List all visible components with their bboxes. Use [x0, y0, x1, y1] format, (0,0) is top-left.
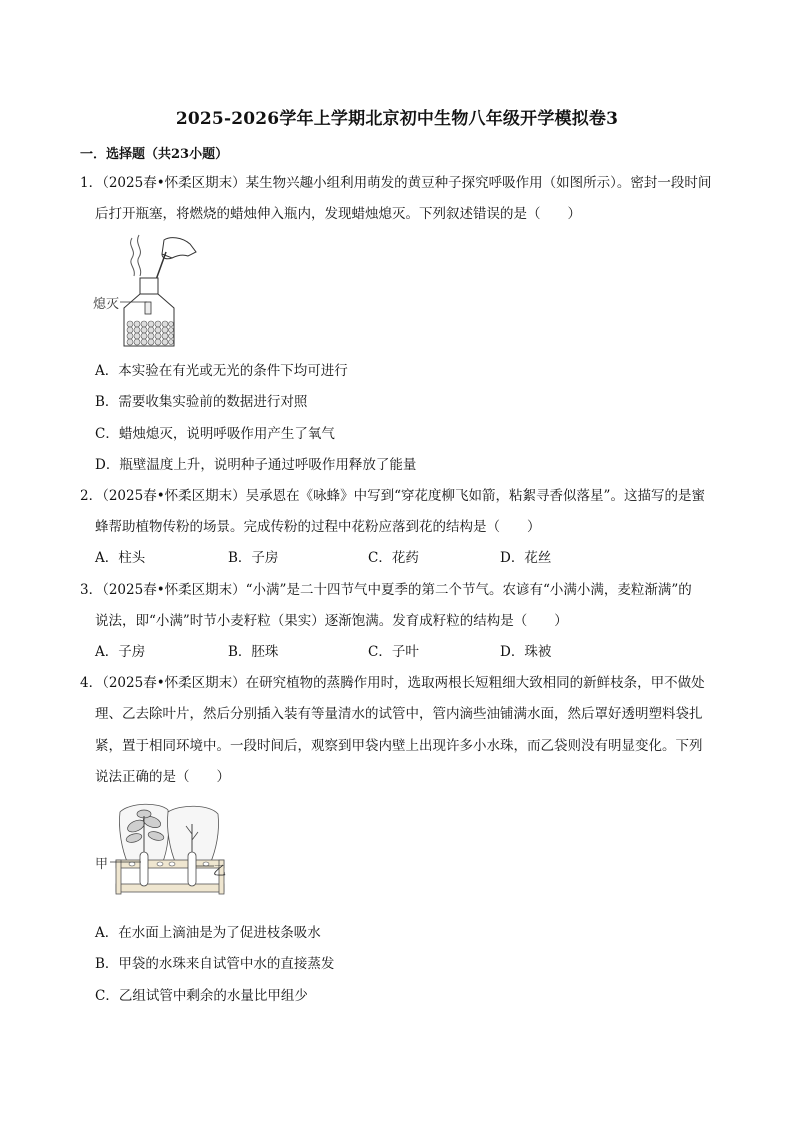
bottle-candle-figure — [92, 232, 202, 350]
question-3-option-a: A．子房 — [95, 644, 146, 660]
question-3-option-d: D．珠被 — [500, 644, 552, 660]
question-2-option-c: C．花药 — [368, 550, 419, 566]
question-3-line-1: 3．（2025春•怀柔区期末）“小满”是二十四节气中夏季的第二个节气。农谚有“小满小满，麦粒渐满”的 — [80, 582, 692, 598]
question-3-option-c: C．子叶 — [368, 644, 419, 660]
question-4-line-2: 理、乙去除叶片，然后分别插入装有等量清水的试管中，管内滴些油铺满水面，然后罩好透明塑料袋扎 — [95, 706, 703, 722]
question-1-line-1: 1．（2025春•怀柔区期末）某生物兴趣小组利用萌发的黄豆种子探究呼吸作用（如图所示）。密封一段时间 — [80, 175, 712, 191]
test-tube-rack-figure — [110, 800, 230, 898]
figure-label-yi: 乙 — [213, 864, 227, 879]
question-1-option-a: A．本实验在有光或无光的条件下均可进行 — [95, 363, 348, 379]
question-4-line-1: 4．（2025春•怀柔区期末）在研究植物的蒸腾作用时，选取两根长短粗细大致相同的新鲜枝条，甲不做处 — [80, 675, 705, 691]
question-4-option-a: A．在水面上滴油是为了促进枝条吸水 — [95, 925, 321, 941]
page-title: 2025-2026学年上学期北京初中生物八年级开学模拟卷3 — [175, 109, 619, 129]
question-1-line-2: 后打开瓶塞，将燃烧的蜡烛伸入瓶内，发现蜡烛熄灭。下列叙述错误的是（ ） — [95, 206, 581, 222]
question-2-option-d: D．花丝 — [500, 550, 552, 566]
figure-label-jia: 甲 — [95, 857, 109, 872]
question-4-line-3: 紧，置于相同环境中。一段时间后，观察到甲袋内壁上出现许多小水珠，而乙袋则没有明显变化。下列 — [95, 738, 703, 754]
question-2-option-a: A．柱头 — [95, 550, 146, 566]
question-1-option-c: C．蜡烛熄灭，说明呼吸作用产生了氧气 — [95, 426, 335, 442]
question-4-line-4: 说法正确的是（ ） — [95, 769, 230, 785]
question-2-line-2: 蜂帮助植物传粉的场景。完成传粉的过程中花粉应落到花的结构是（ ） — [95, 519, 541, 535]
question-1-option-b: B．需要收集实验前的数据进行对照 — [95, 394, 308, 410]
question-2-line-1: 2．（2025春•怀柔区期末）吴承恩在《咏蜂》中写到“穿花度柳飞如箭，粘絮寻香似落星”。这描写的是蜜 — [80, 488, 705, 504]
question-3-option-b: B．胚珠 — [228, 644, 279, 660]
question-4-option-b: B．甲袋的水珠来自试管中水的直接蒸发 — [95, 956, 335, 972]
figure-label-extinguished: 熄灭 — [93, 297, 120, 312]
question-1-option-d: D．瓶壁温度上升，说明种子通过呼吸作用释放了能量 — [95, 457, 417, 473]
question-4-option-c: C．乙组试管中剩余的水量比甲组少 — [95, 988, 308, 1004]
section-heading: 一．选择题（共23小题） — [80, 147, 229, 162]
question-3-line-2: 说法，即“小满”时节小麦籽粒（果实）逐渐饱满。发育成籽粒的结构是（ ） — [95, 613, 568, 629]
question-2-option-b: B．子房 — [228, 550, 279, 566]
